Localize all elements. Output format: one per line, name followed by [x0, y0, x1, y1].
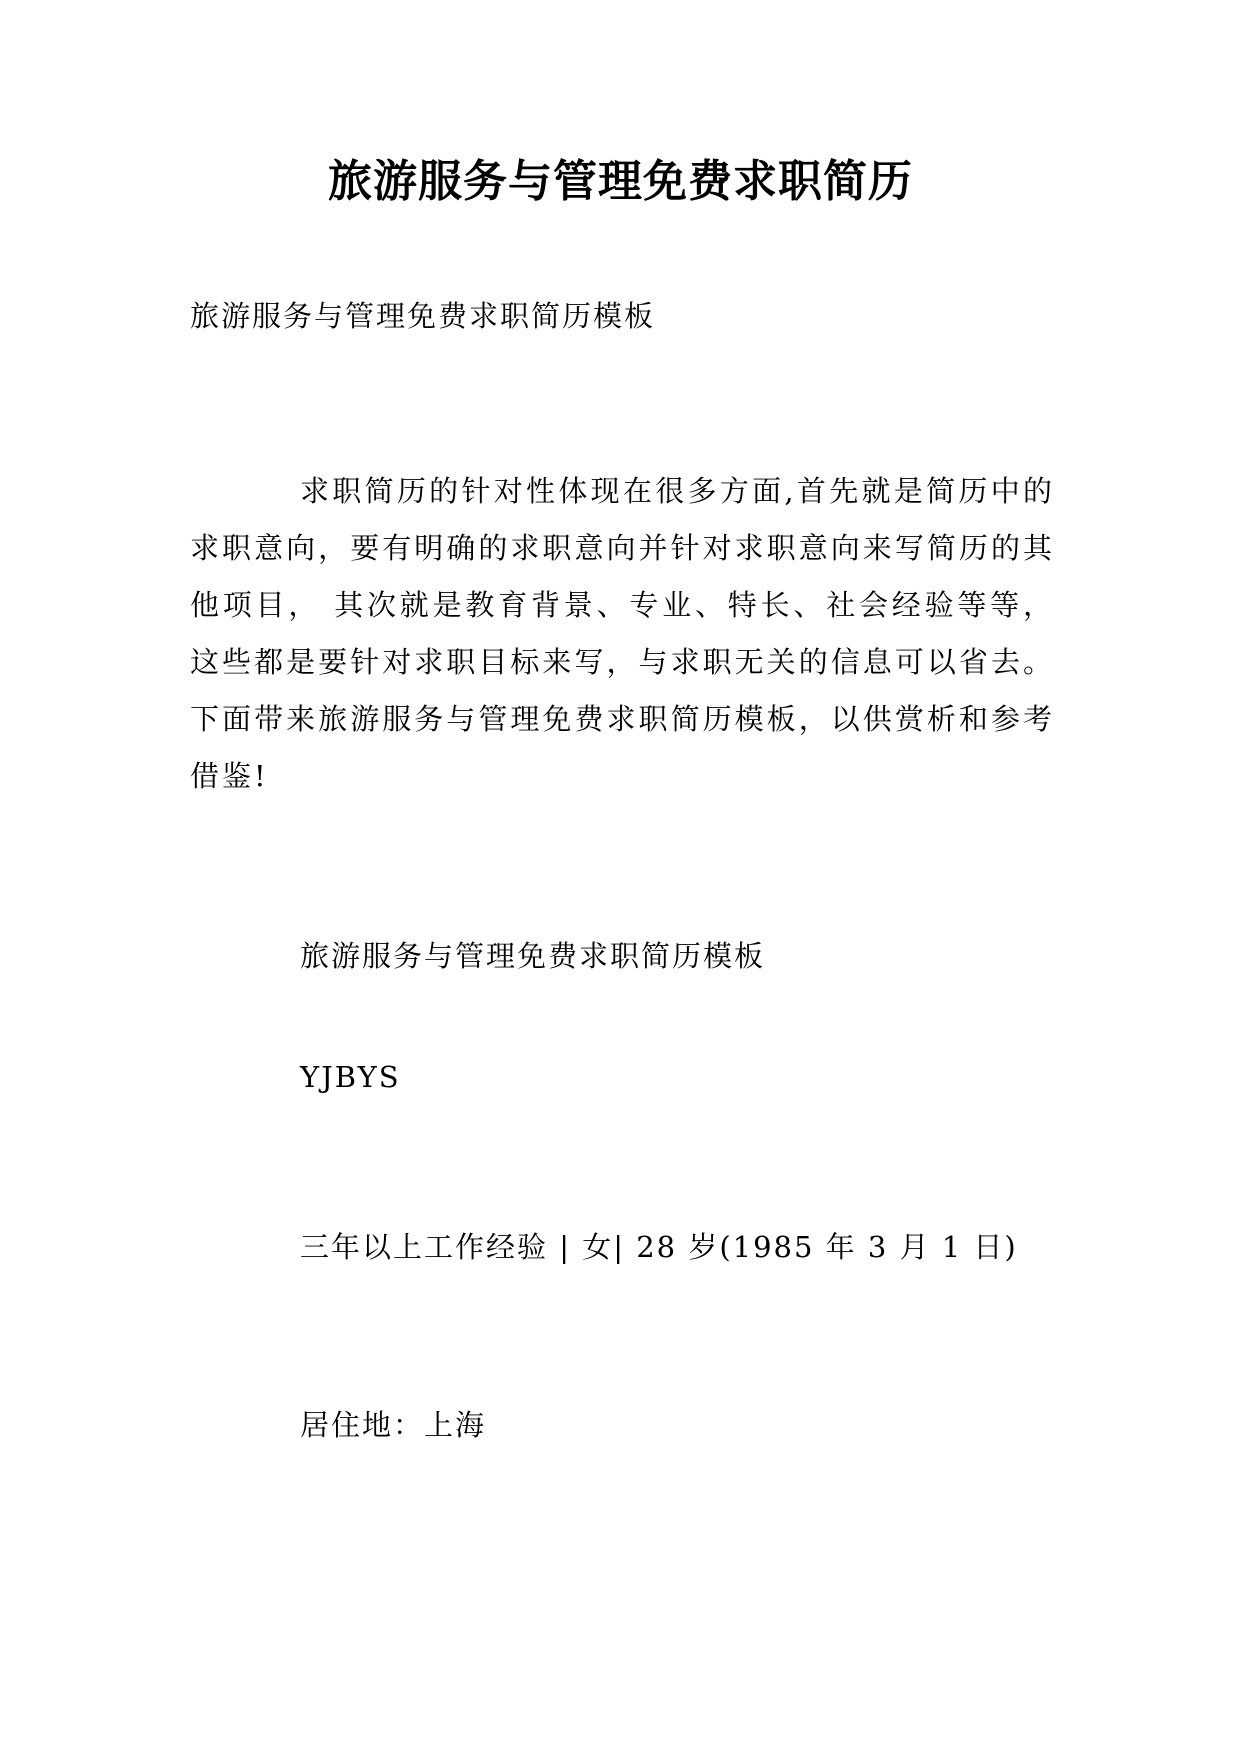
document-subtitle: 旅游服务与管理免费求职简历模板 — [190, 299, 656, 333]
intro-paragraph: 求职简历的针对性体现在很多方面,首先就是简历中的求职意向，要有明确的求职意向并针对求职意向来写简历的其他项目， 其次就是教育背景、专业、特长、社会经验等等，这些都是要针对求职目标来写，与求职无关的信息可以省去。下面带来旅游服务与管理免费求职简历模板，以供赏析和参考借鉴! — [190, 474, 1055, 793]
resume-code: YJBYS — [300, 1060, 401, 1094]
document-title: 旅游服务与管理免费求职简历 — [328, 156, 913, 207]
basic-info: 三年以上工作经验 | 女| 28 岁(1985 年 3 月 1 日) — [300, 1230, 1018, 1264]
resume-heading: 旅游服务与管理免费求职简历模板 — [300, 939, 766, 973]
residence: 居住地：上海 — [300, 1408, 487, 1442]
